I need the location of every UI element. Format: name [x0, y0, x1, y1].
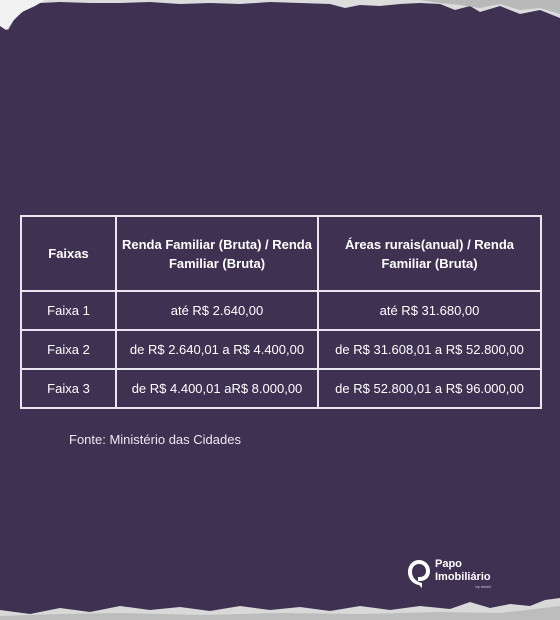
table-row: [21, 291, 541, 330]
logo-line-imobiliario: Imobiliário: [435, 570, 491, 583]
logo-line-papo: Papo: [435, 557, 462, 570]
table-cell-areas-rurais: de R$ 31.608,01 a R$ 52.800,00: [318, 330, 541, 369]
income-bands-table-container: [20, 215, 540, 409]
logo-mark-icon: [406, 557, 432, 589]
torn-paper-top-decoration: [0, 0, 560, 40]
column-header-areas-rurais: Áreas rurais(anual) / Renda Familiar (Bruta): [318, 216, 541, 291]
table-cell-renda-familiar: de R$ 2.640,01 a R$ 4.400,00: [116, 330, 318, 369]
table-cell-faixa: Faixa 2: [21, 330, 116, 369]
logo-wordmark: [435, 558, 491, 589]
table-row: [21, 330, 541, 369]
table-header-row: [21, 216, 541, 291]
table-row: [21, 369, 541, 408]
income-bands-table: [20, 215, 542, 409]
table-cell-areas-rurais: até R$ 31.680,00: [318, 291, 541, 330]
logo-tagline: by Imobi: [475, 583, 491, 589]
papo-imobiliario-logo: [406, 557, 491, 589]
table-cell-renda-familiar: até R$ 2.640,00: [116, 291, 318, 330]
table-cell-renda-familiar: de R$ 4.400,01 aR$ 8.000,00: [116, 369, 318, 408]
column-header-faixas: Faixas: [21, 216, 116, 291]
table-cell-faixa: Faixa 3: [21, 369, 116, 408]
source-caption: Fonte: Ministério das Cidades: [69, 432, 241, 447]
table-cell-faixa: Faixa 1: [21, 291, 116, 330]
table-cell-areas-rurais: de R$ 52.800,01 a R$ 96.000,00: [318, 369, 541, 408]
torn-paper-bottom-decoration: [0, 594, 560, 620]
column-header-renda-familiar: Renda Familiar (Bruta) / Renda Familiar (Bruta): [116, 216, 318, 291]
